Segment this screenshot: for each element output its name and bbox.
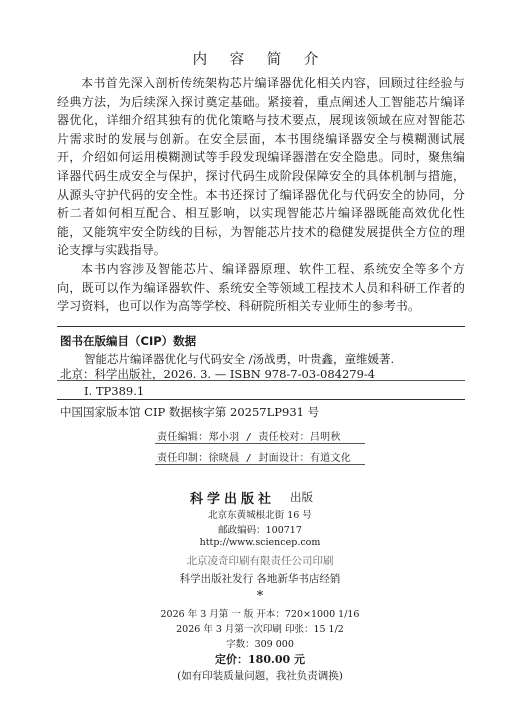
credit-production: 责任印制：徐晓晨 / 封面设计：有道文化: [157, 453, 352, 464]
word-count: 字数：309 000: [226, 639, 294, 650]
cip-publisher-line: 北京：科学出版社，2026. 3. — ISBN 978-7-03-084279-4: [60, 367, 376, 381]
distribution-line: 科学出版社发行 各地新华书店经销: [179, 573, 341, 585]
edition-line: 2026 年 3 月第 一 版 开本：720×1000 1/16: [160, 609, 360, 620]
cip-heading: 图书在版编目（CIP）数据: [60, 334, 197, 348]
publisher-logo: 科学出版社: [190, 492, 276, 507]
cip-record-line: 中国国家版本馆 CIP 数据核字第 20257LP931 号: [60, 405, 320, 419]
asterisk-separator: *: [256, 589, 264, 604]
publisher-postcode: 邮政编码：100717: [218, 525, 302, 536]
cip-top-rule: [57, 326, 465, 327]
printing-line: 2026 年 3 月第一次印刷 印张：15 1/2: [176, 624, 344, 635]
credit-rule: [155, 443, 365, 444]
credit-rule: [155, 464, 365, 465]
publisher-suffix: 出版: [290, 490, 313, 504]
cip-mid-rule: [57, 380, 465, 381]
cip-class-line: Ⅰ. TP389.1: [84, 384, 145, 398]
price-line: 定价：180.00 元: [215, 653, 305, 666]
page-title: 内 容 简 介: [192, 52, 328, 68]
cip-bottom-rule: [57, 399, 465, 400]
intro-section: [57, 74, 465, 316]
publisher-website: http://www.sciencep.com: [199, 537, 321, 548]
intro-paragraph: 本书内容涉及智能芯片、编译器原理、软件工程、系统安全等多个方向，既可以作为编译器软件、系统安全等领域工程技术人员和科研工作者的学习资料，也可以作为高等学校、科研院所相关专业师生的参考书。: [57, 261, 465, 314]
publisher-address: 北京东黄城根北街 16 号: [208, 510, 312, 521]
intro-paragraph: 本书首先深入剖析传统架构芯片编译器优化相关内容，回顾过往经验与经典方法，为后续深入探讨奠定基础。紧接着，重点阐述人工智能芯片编译器优化，详细介绍其独有的优化策略与技术要点，展现该领域在应对智能芯片需求时的发展与创新。在安全层面，本书围绕编译器安全与模糊测试展开，介绍如何运用模糊测试等手段发现编译器潜在安全隐患。同时，聚焦编译器代码生成安全与保护，探讨代码生成阶段保障安全的具体机制与措施，从源头守护代码的安全性。本书还探讨了编译器优化与代码安全的协同，分析二者如何相互配合、相互影响，以实现智能芯片编译器既能高效优化性能，又能筑牢安全防线的目标，为智能芯片技术的稳健发展提供全方位的理论支撑与实践指导。: [57, 76, 465, 258]
credit-editor: 责任编辑：郑小羽 / 责任校对：吕明秋: [157, 432, 341, 443]
quality-notice: (如有印装质量问题，我社负责调换): [177, 670, 343, 682]
printer-line: 北京凌奇印刷有限责任公司印刷: [186, 555, 334, 567]
cip-book-line: 智能芯片编译器优化与代码安全 /汤战勇，叶贵鑫，童维媛著.: [84, 352, 395, 366]
